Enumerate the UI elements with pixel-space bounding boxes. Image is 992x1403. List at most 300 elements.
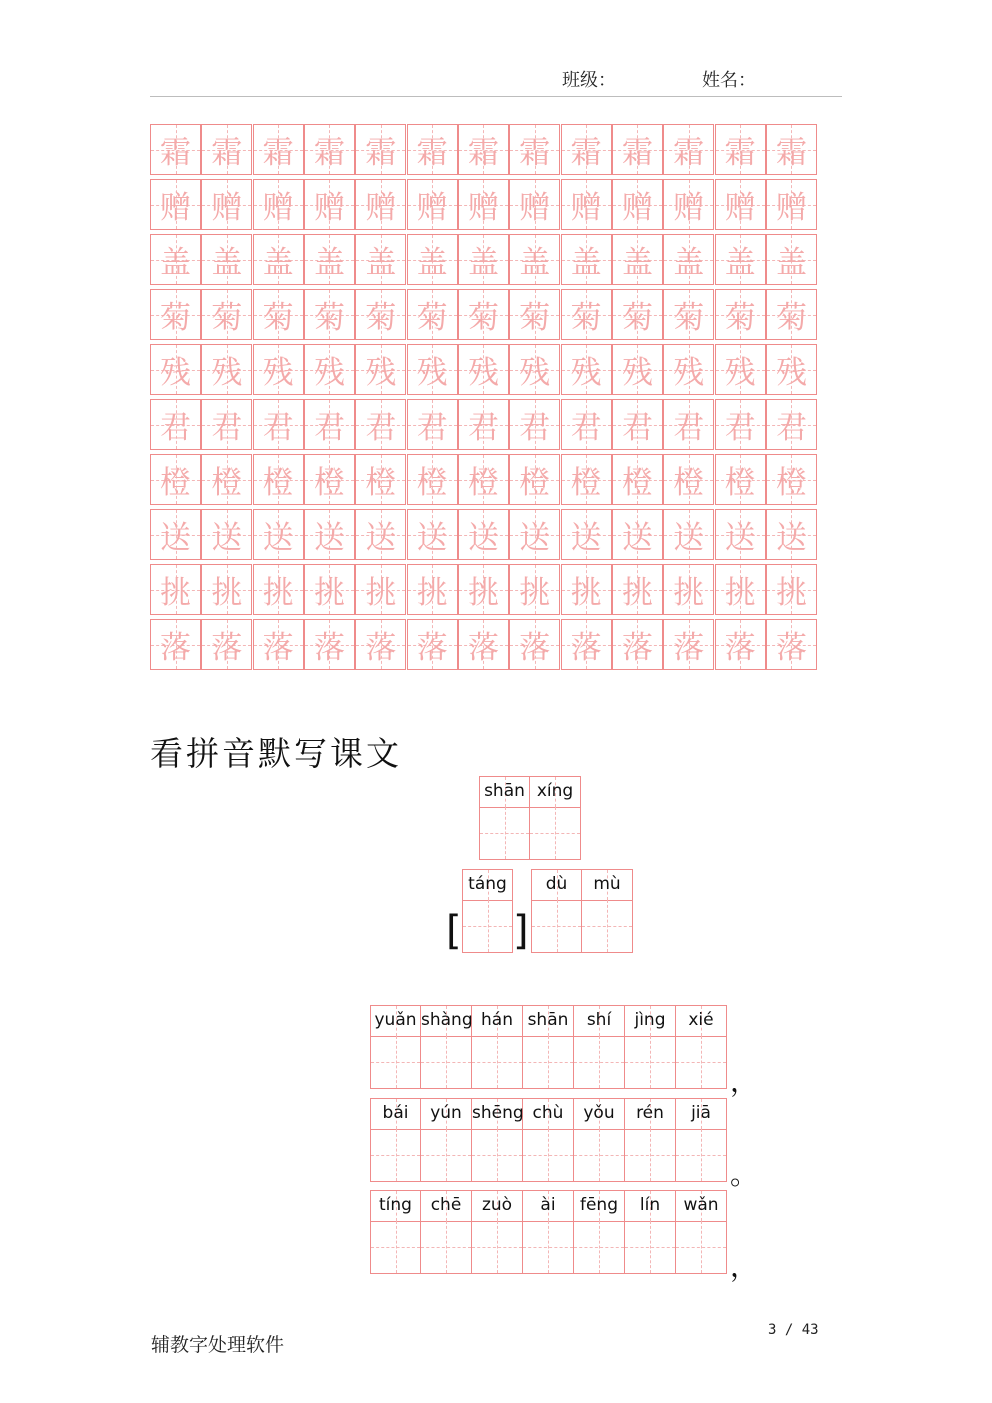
trace-character: 挑 <box>365 575 397 611</box>
practice-cell[interactable] <box>458 619 509 670</box>
practice-cell[interactable] <box>253 234 304 285</box>
trace-character: 君 <box>467 410 499 446</box>
practice-cell[interactable] <box>304 399 355 450</box>
poem-line-1 <box>370 1005 727 1089</box>
character-box[interactable] <box>463 900 512 952</box>
character-box[interactable] <box>523 1129 573 1181</box>
practice-cell[interactable] <box>766 344 817 395</box>
trace-character: 霜 <box>313 135 345 171</box>
practice-cell[interactable] <box>561 564 612 615</box>
pinyin-writing-cell[interactable] <box>479 776 530 860</box>
pinyin-writing-cell[interactable] <box>523 1190 574 1274</box>
practice-cell[interactable] <box>766 454 817 505</box>
practice-cell[interactable] <box>407 619 458 670</box>
trace-character: 落 <box>724 630 756 666</box>
practice-cell[interactable] <box>253 344 304 395</box>
pinyin-label-area <box>574 1099 624 1130</box>
practice-cell[interactable] <box>304 289 355 340</box>
character-box[interactable] <box>472 1129 522 1181</box>
trace-character: 赠 <box>775 190 807 226</box>
practice-cell[interactable] <box>150 564 201 615</box>
pinyin-label-area <box>582 870 632 901</box>
pinyin-label-area <box>530 777 580 808</box>
pinyin-syllable: hán <box>481 1010 513 1030</box>
practice-cell[interactable] <box>304 344 355 395</box>
trace-character: 挑 <box>160 575 191 611</box>
practice-cell[interactable] <box>509 234 560 285</box>
trace-character: 菊 <box>365 300 397 336</box>
practice-cell[interactable] <box>715 564 766 615</box>
pinyin-writing-cell[interactable] <box>523 1098 574 1182</box>
pinyin-writing-cell[interactable] <box>531 869 582 953</box>
trace-character: 残 <box>570 355 602 391</box>
practice-row <box>150 179 817 230</box>
practice-cell[interactable] <box>201 454 252 505</box>
practice-cell[interactable] <box>663 289 714 340</box>
pinyin-syllable: shēng <box>472 1103 524 1123</box>
practice-cell[interactable] <box>509 399 560 450</box>
practice-row <box>150 619 817 670</box>
pinyin-label-area <box>676 1191 726 1222</box>
pinyin-label-area <box>523 1191 573 1222</box>
trace-character: 盖 <box>313 245 345 281</box>
pinyin-label-area <box>574 1191 624 1222</box>
practice-cell[interactable] <box>612 399 663 450</box>
practice-cell[interactable] <box>150 289 201 340</box>
character-box[interactable] <box>472 1036 522 1088</box>
trace-character: 残 <box>724 355 756 391</box>
practice-cell[interactable] <box>663 124 714 175</box>
practice-cell[interactable] <box>355 509 406 560</box>
trace-character: 霜 <box>621 135 653 171</box>
pinyin-syllable: rén <box>636 1103 664 1123</box>
character-box[interactable] <box>625 1221 675 1273</box>
practice-cell[interactable] <box>150 344 201 395</box>
practice-cell[interactable] <box>458 564 509 615</box>
practice-cell[interactable] <box>150 509 201 560</box>
character-box[interactable] <box>625 1036 675 1088</box>
pinyin-label-area <box>676 1099 726 1130</box>
practice-cell[interactable] <box>509 124 560 175</box>
practice-cell[interactable] <box>612 509 663 560</box>
practice-cell[interactable] <box>663 399 714 450</box>
pinyin-writing-cell[interactable] <box>472 1190 523 1274</box>
trace-character: 橙 <box>775 465 807 501</box>
pinyin-writing-cell[interactable] <box>472 1098 523 1182</box>
trace-character: 盖 <box>416 245 448 281</box>
character-box[interactable] <box>625 1129 675 1181</box>
practice-cell[interactable] <box>304 124 355 175</box>
practice-cell[interactable] <box>253 399 304 450</box>
trace-character: 送 <box>621 520 653 556</box>
practice-cell[interactable] <box>407 234 458 285</box>
trace-character: 落 <box>416 630 448 666</box>
pinyin-writing-cell[interactable] <box>370 1190 421 1274</box>
practice-cell[interactable] <box>355 289 406 340</box>
pinyin-syllable: dù <box>545 874 568 894</box>
practice-cell[interactable] <box>355 564 406 615</box>
character-box[interactable] <box>574 1129 624 1181</box>
character-box[interactable] <box>676 1129 726 1181</box>
trace-character: 橙 <box>416 465 448 501</box>
pinyin-syllable: zuò <box>481 1195 513 1215</box>
practice-cell[interactable] <box>201 344 252 395</box>
trace-character: 赠 <box>313 190 345 226</box>
class-label: 班级： <box>562 70 616 91</box>
pinyin-writing-cell[interactable] <box>472 1005 523 1089</box>
practice-cell[interactable] <box>509 179 560 230</box>
practice-cell[interactable] <box>715 344 766 395</box>
practice-cell[interactable] <box>304 454 355 505</box>
trace-character: 菊 <box>211 300 243 336</box>
trace-character: 残 <box>467 355 499 391</box>
character-box[interactable] <box>523 1221 573 1273</box>
pinyin-writing-cell[interactable] <box>421 1190 472 1274</box>
trace-character: 盖 <box>262 245 294 281</box>
practice-cell[interactable] <box>150 399 201 450</box>
practice-cell[interactable] <box>201 399 252 450</box>
pinyin-syllable: mù <box>593 874 621 894</box>
practice-cell[interactable] <box>612 454 663 505</box>
trace-character: 送 <box>211 520 243 556</box>
practice-cell[interactable] <box>715 399 766 450</box>
page-number: 3 / 43 <box>768 1322 819 1338</box>
trace-character: 盖 <box>673 245 705 281</box>
trace-character: 盖 <box>724 245 756 281</box>
practice-cell[interactable] <box>612 179 663 230</box>
practice-cell[interactable] <box>561 289 612 340</box>
trace-character: 残 <box>621 355 653 391</box>
practice-cell[interactable] <box>561 179 612 230</box>
pinyin-syllable: xié <box>688 1010 714 1030</box>
practice-cell[interactable] <box>458 124 509 175</box>
practice-cell[interactable] <box>663 234 714 285</box>
trace-character: 橙 <box>570 465 602 501</box>
trace-character: 送 <box>416 520 448 556</box>
practice-cell[interactable] <box>458 454 509 505</box>
trace-character: 落 <box>775 630 807 666</box>
practice-cell[interactable] <box>663 344 714 395</box>
poem-line-1-punct: ， <box>730 1065 759 1098</box>
trace-character: 君 <box>211 410 243 446</box>
pinyin-writing-cell[interactable] <box>574 1190 625 1274</box>
trace-character: 君 <box>262 410 294 446</box>
trace-character: 落 <box>262 630 294 666</box>
practice-cell[interactable] <box>612 344 663 395</box>
practice-cell[interactable] <box>509 619 560 670</box>
practice-cell[interactable] <box>509 564 560 615</box>
practice-cell[interactable] <box>201 124 252 175</box>
trace-character: 残 <box>416 355 448 391</box>
pinyin-syllable: jiā <box>691 1103 711 1123</box>
practice-cell[interactable] <box>612 124 663 175</box>
practice-cell[interactable] <box>407 399 458 450</box>
practice-cell[interactable] <box>612 234 663 285</box>
section-title: 看拼音默写课文 <box>150 734 402 773</box>
practice-cell[interactable] <box>407 509 458 560</box>
trace-character: 霜 <box>724 135 756 171</box>
trace-character: 菊 <box>160 300 191 336</box>
pinyin-writing-cell[interactable] <box>574 1098 625 1182</box>
practice-cell[interactable] <box>663 564 714 615</box>
character-box[interactable] <box>676 1036 726 1088</box>
practice-cell[interactable] <box>663 454 714 505</box>
trace-character: 挑 <box>313 575 345 611</box>
pinyin-writing-cell[interactable] <box>462 869 513 953</box>
practice-cell[interactable] <box>663 509 714 560</box>
practice-cell[interactable] <box>201 179 252 230</box>
character-box[interactable] <box>371 1036 420 1088</box>
trace-character: 君 <box>416 410 448 446</box>
trace-character: 君 <box>570 410 602 446</box>
practice-cell[interactable] <box>663 619 714 670</box>
practice-cell[interactable] <box>715 619 766 670</box>
practice-cell[interactable] <box>715 289 766 340</box>
practice-cell[interactable] <box>355 619 406 670</box>
practice-cell[interactable] <box>407 454 458 505</box>
practice-cell[interactable] <box>201 564 252 615</box>
practice-cell[interactable] <box>663 179 714 230</box>
bracket-close: ] <box>513 908 529 954</box>
trace-character: 落 <box>621 630 653 666</box>
practice-cell[interactable] <box>766 619 817 670</box>
practice-cell[interactable] <box>304 179 355 230</box>
bracket-open: [ <box>446 908 462 954</box>
trace-character: 菊 <box>416 300 448 336</box>
practice-cell[interactable] <box>766 124 817 175</box>
practice-cell[interactable] <box>561 124 612 175</box>
practice-cell[interactable] <box>509 454 560 505</box>
practice-cell[interactable] <box>407 564 458 615</box>
practice-cell[interactable] <box>355 234 406 285</box>
practice-cell[interactable] <box>253 619 304 670</box>
practice-cell[interactable] <box>715 509 766 560</box>
practice-cell[interactable] <box>253 564 304 615</box>
practice-cell[interactable] <box>561 509 612 560</box>
trace-character: 送 <box>365 520 397 556</box>
trace-character: 霜 <box>775 135 807 171</box>
pinyin-label-area <box>371 1099 420 1130</box>
pinyin-label-area <box>421 1191 471 1222</box>
pinyin-writing-cell[interactable] <box>625 1005 676 1089</box>
character-box[interactable] <box>421 1129 471 1181</box>
practice-cell[interactable] <box>355 399 406 450</box>
practice-cell[interactable] <box>766 289 817 340</box>
trace-character: 赠 <box>467 190 499 226</box>
poem-line-2 <box>370 1098 727 1182</box>
pinyin-syllable: yǒu <box>583 1103 615 1123</box>
practice-cell[interactable] <box>253 124 304 175</box>
practice-cell[interactable] <box>253 454 304 505</box>
practice-cell[interactable] <box>253 509 304 560</box>
practice-cell[interactable] <box>304 234 355 285</box>
character-box[interactable] <box>523 1036 573 1088</box>
trace-character: 盖 <box>621 245 653 281</box>
trace-character: 霜 <box>262 135 294 171</box>
practice-cell[interactable] <box>715 454 766 505</box>
practice-cell[interactable] <box>201 619 252 670</box>
trace-character: 挑 <box>467 575 499 611</box>
practice-cell[interactable] <box>766 564 817 615</box>
practice-cell[interactable] <box>407 179 458 230</box>
pinyin-label-area <box>472 1191 522 1222</box>
character-box[interactable] <box>582 900 632 952</box>
trace-character: 挑 <box>570 575 602 611</box>
character-box[interactable] <box>574 1036 624 1088</box>
pinyin-writing-cell[interactable] <box>574 1005 625 1089</box>
practice-cell[interactable] <box>458 509 509 560</box>
practice-cell[interactable] <box>612 619 663 670</box>
practice-cell[interactable] <box>458 179 509 230</box>
trace-character: 落 <box>313 630 345 666</box>
page-header <box>150 62 842 97</box>
pinyin-syllable: yún <box>430 1103 462 1123</box>
pinyin-writing-cell[interactable] <box>676 1098 727 1182</box>
trace-character: 赠 <box>570 190 602 226</box>
practice-row <box>150 124 817 175</box>
practice-cell[interactable] <box>304 564 355 615</box>
character-practice-grid <box>150 124 817 674</box>
character-box[interactable] <box>530 807 580 859</box>
character-box[interactable] <box>532 900 581 952</box>
pinyin-writing-cell[interactable] <box>370 1098 421 1182</box>
trace-character: 送 <box>570 520 602 556</box>
pinyin-writing-cell[interactable] <box>676 1005 727 1089</box>
practice-cell[interactable] <box>201 234 252 285</box>
trace-character: 盖 <box>519 245 551 281</box>
trace-character: 挑 <box>416 575 448 611</box>
character-box[interactable] <box>480 807 529 859</box>
practice-cell[interactable] <box>715 234 766 285</box>
practice-cell[interactable] <box>150 454 201 505</box>
trace-character: 赠 <box>673 190 705 226</box>
practice-cell[interactable] <box>766 179 817 230</box>
practice-cell[interactable] <box>253 289 304 340</box>
pinyin-syllable: shàng <box>421 1010 473 1030</box>
pinyin-label-area <box>472 1099 522 1130</box>
trace-character: 君 <box>365 410 397 446</box>
pinyin-label-area <box>421 1099 471 1130</box>
pinyin-writing-cell[interactable] <box>523 1005 574 1089</box>
trace-character: 君 <box>313 410 345 446</box>
trace-character: 盖 <box>211 245 243 281</box>
practice-cell[interactable] <box>766 509 817 560</box>
practice-cell[interactable] <box>150 179 201 230</box>
pinyin-writing-cell[interactable] <box>421 1005 472 1089</box>
practice-cell[interactable] <box>150 124 201 175</box>
practice-row <box>150 564 817 615</box>
practice-cell[interactable] <box>561 454 612 505</box>
pinyin-syllable: lín <box>639 1195 661 1215</box>
practice-cell[interactable] <box>458 344 509 395</box>
trace-character: 挑 <box>211 575 243 611</box>
pinyin-writing-cell[interactable] <box>676 1190 727 1274</box>
trace-character: 橙 <box>211 465 243 501</box>
practice-cell[interactable] <box>766 399 817 450</box>
trace-character: 挑 <box>775 575 807 611</box>
trace-character: 落 <box>570 630 602 666</box>
practice-cell[interactable] <box>509 509 560 560</box>
trace-character: 霜 <box>365 135 397 171</box>
practice-cell[interactable] <box>458 399 509 450</box>
pinyin-writing-cell[interactable] <box>625 1190 676 1274</box>
trace-character: 送 <box>313 520 345 556</box>
practice-cell[interactable] <box>407 289 458 340</box>
practice-cell[interactable] <box>509 289 560 340</box>
character-box[interactable] <box>371 1129 420 1181</box>
practice-cell[interactable] <box>150 234 201 285</box>
practice-cell[interactable] <box>201 509 252 560</box>
practice-cell[interactable] <box>458 234 509 285</box>
practice-cell[interactable] <box>355 179 406 230</box>
pinyin-writing-cell[interactable] <box>582 869 633 953</box>
trace-character: 霜 <box>211 135 243 171</box>
trace-character: 菊 <box>621 300 653 336</box>
pinyin-syllable: yuǎn <box>374 1010 417 1030</box>
character-box[interactable] <box>371 1221 420 1273</box>
practice-cell[interactable] <box>766 234 817 285</box>
practice-cell[interactable] <box>715 179 766 230</box>
practice-cell[interactable] <box>355 454 406 505</box>
pinyin-writing-cell[interactable] <box>421 1098 472 1182</box>
trace-character: 橙 <box>673 465 705 501</box>
practice-cell[interactable] <box>715 124 766 175</box>
practice-cell[interactable] <box>612 564 663 615</box>
practice-cell[interactable] <box>150 619 201 670</box>
poem-line-3-punct: ， <box>730 1250 759 1283</box>
practice-cell[interactable] <box>561 619 612 670</box>
practice-cell[interactable] <box>304 619 355 670</box>
trace-character: 送 <box>467 520 499 556</box>
trace-character: 挑 <box>621 575 653 611</box>
author-boxes <box>531 869 633 953</box>
practice-cell[interactable] <box>201 289 252 340</box>
trace-character: 菊 <box>313 300 345 336</box>
pinyin-writing-cell[interactable] <box>625 1098 676 1182</box>
practice-cell[interactable] <box>253 179 304 230</box>
pinyin-syllable: tíng <box>379 1195 412 1215</box>
trace-character: 送 <box>160 520 191 556</box>
trace-character: 菊 <box>775 300 807 336</box>
practice-cell[interactable] <box>561 344 612 395</box>
character-box[interactable] <box>421 1221 471 1273</box>
trace-character: 君 <box>775 410 807 446</box>
pinyin-writing-cell[interactable] <box>530 776 581 860</box>
pinyin-syllable: bái <box>382 1103 409 1123</box>
practice-cell[interactable] <box>612 289 663 340</box>
trace-character: 送 <box>519 520 551 556</box>
practice-cell[interactable] <box>509 344 560 395</box>
trace-character: 赠 <box>365 190 397 226</box>
character-box[interactable] <box>574 1221 624 1273</box>
character-box[interactable] <box>472 1221 522 1273</box>
pinyin-label-area <box>523 1006 573 1037</box>
character-box[interactable] <box>676 1221 726 1273</box>
practice-cell[interactable] <box>407 344 458 395</box>
practice-cell[interactable] <box>304 509 355 560</box>
character-box[interactable] <box>421 1036 471 1088</box>
practice-cell[interactable] <box>355 124 406 175</box>
practice-cell[interactable] <box>407 124 458 175</box>
practice-cell[interactable] <box>355 344 406 395</box>
trace-character: 橙 <box>313 465 345 501</box>
practice-cell[interactable] <box>561 234 612 285</box>
trace-character: 霜 <box>160 135 191 171</box>
trace-character: 赠 <box>621 190 653 226</box>
practice-cell[interactable] <box>458 289 509 340</box>
pinyin-writing-cell[interactable] <box>370 1005 421 1089</box>
practice-cell[interactable] <box>561 399 612 450</box>
